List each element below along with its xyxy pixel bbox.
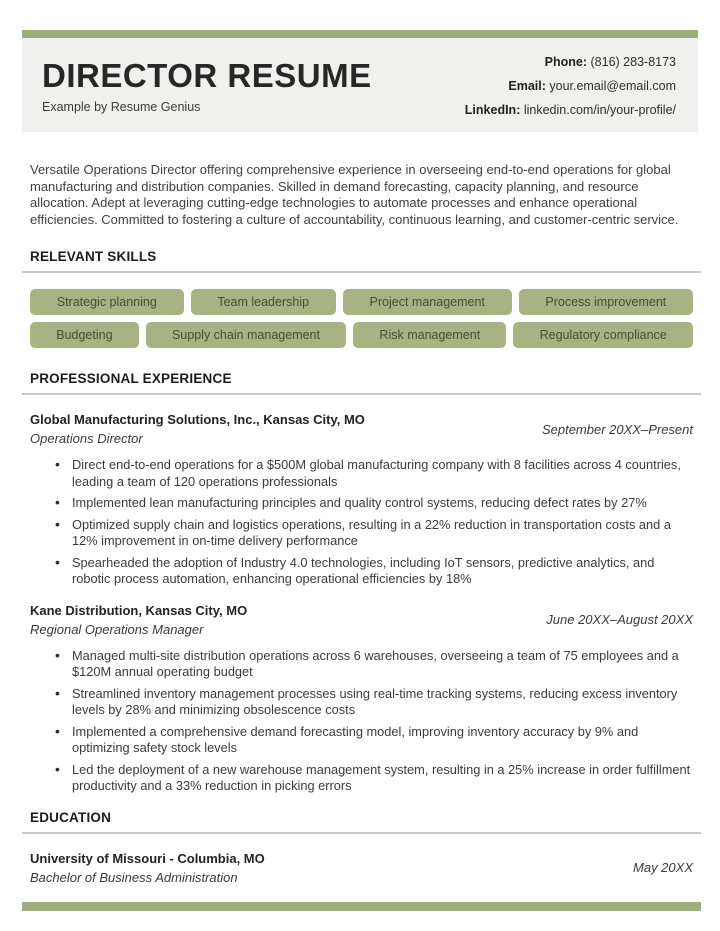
school-name: University of Missouri - Columbia, MO bbox=[30, 850, 265, 866]
job-role: Regional Operations Manager bbox=[30, 621, 204, 637]
section-divider bbox=[22, 393, 701, 395]
job-title-block bbox=[30, 602, 247, 638]
header-subtitle: Example by Resume Genius bbox=[42, 100, 201, 115]
linkedin-value: linkedin.com/in/your-profile/ bbox=[523, 103, 676, 117]
resume-body bbox=[0, 162, 720, 911]
job-bullet: • Direct end-to-end operations for a $500M global manufacturing company with 8 facilities across 4 countries, leading a team of 120 operations professionals bbox=[55, 457, 693, 490]
job-entry-header bbox=[30, 411, 693, 447]
education-title-block bbox=[30, 850, 265, 886]
company-name: Global Manufacturing Solutions, Inc., Kansas City, MO bbox=[30, 412, 365, 427]
contact-info bbox=[465, 50, 676, 122]
top-accent-bar bbox=[22, 30, 698, 38]
skill-pill: Process improvement bbox=[519, 289, 693, 315]
experience-section bbox=[30, 370, 693, 795]
summary-paragraph: Versatile Operations Director offering comprehensive experience in overseeing end-to-end operations for global manufacturing and distribution companies. Skilled in demand forecasting, capacity planning, and resource allocation. Adept at leveraging cutting-edge technologies to automate processes and enhance operational efficiencies. Committed to fostering a culture of accountability, continuous learning, and customer-centric service. bbox=[30, 162, 679, 227]
skill-pill: Strategic planning bbox=[30, 289, 184, 315]
education-entry-header bbox=[30, 850, 693, 886]
job-title-block bbox=[30, 411, 365, 447]
job-bullet: • Implemented a comprehensive demand forecasting model, improving inventory accuracy by 9% and optimizing safety stock levels bbox=[55, 724, 693, 757]
skills-row-2 bbox=[30, 322, 693, 348]
education-dates: May 20XX bbox=[633, 860, 693, 875]
header-title-block bbox=[42, 58, 372, 114]
skill-pill: Regulatory compliance bbox=[513, 322, 693, 348]
job-bullet: • Managed multi-site distribution operations across 6 warehouses, overseeing a team of 75 employees and a $120M annual operating budget bbox=[55, 648, 693, 681]
job-bullet: • Spearheaded the adoption of Industry 4.0 technologies, including IoT sensors, predictive analytics, and robotic process automation, enhancing operational efficiencies by 18% bbox=[55, 555, 693, 588]
job-entry-2 bbox=[30, 602, 693, 795]
section-divider bbox=[22, 832, 701, 834]
job-bullet: • Optimized supply chain and logistics operations, resulting in a 22% reduction in transportation costs and a 12% improvement in on-time delivery performance bbox=[55, 517, 693, 550]
email-value: your.email@email.com bbox=[549, 79, 676, 93]
skills-heading: RELEVANT SKILLS bbox=[30, 249, 157, 264]
company-name: Kane Distribution, Kansas City, MO bbox=[30, 602, 248, 618]
job-role: Operations Director bbox=[30, 431, 143, 446]
job-dates: September 20XX–Present bbox=[541, 421, 693, 437]
contact-email bbox=[465, 74, 676, 98]
contact-phone bbox=[465, 50, 676, 74]
email-label: Email: bbox=[508, 79, 546, 93]
job-bullet: • Implemented lean manufacturing principles and quality control systems, reducing defect rates by 27% bbox=[55, 495, 693, 512]
education-section bbox=[30, 809, 693, 886]
phone-label: Phone: bbox=[544, 55, 588, 69]
bottom-accent-bar bbox=[22, 902, 701, 911]
bottom-margin bbox=[0, 911, 720, 930]
experience-heading: PROFESSIONAL EXPERIENCE bbox=[30, 371, 232, 386]
job-bullet: • Streamlined inventory management processes using real-time tracking systems, reducing excess inventory levels by 28% and minimizing obsolescence costs bbox=[55, 686, 693, 719]
resume-header bbox=[22, 38, 698, 132]
skill-pill: Budgeting bbox=[30, 322, 139, 348]
phone-value: (816) 283-8173 bbox=[590, 55, 676, 69]
job-bullet-list bbox=[30, 457, 693, 588]
skills-section bbox=[30, 248, 693, 348]
degree-name: Bachelor of Business Administration bbox=[30, 869, 238, 885]
contact-linkedin bbox=[465, 98, 676, 122]
job-dates: June 20XX–August 20XX bbox=[546, 612, 693, 627]
job-entry-1 bbox=[30, 411, 693, 588]
skill-pill: Team leadership bbox=[191, 289, 336, 315]
education-heading: EDUCATION bbox=[30, 809, 112, 825]
job-bullet: • Led the deployment of a new warehouse management system, resulting in a 25% increase in order fulfillment productivity and a 33% reduction in picking errors bbox=[55, 762, 693, 795]
education-entry bbox=[30, 850, 693, 886]
skills-row-1 bbox=[30, 289, 693, 315]
job-bullet-list bbox=[30, 648, 693, 795]
skill-pill: Supply chain management bbox=[146, 322, 346, 348]
job-entry-header bbox=[30, 602, 693, 638]
skill-pill: Risk management bbox=[353, 322, 506, 348]
page-title: DIRECTOR RESUME bbox=[42, 56, 372, 94]
skill-pill: Project management bbox=[343, 289, 512, 315]
linkedin-label: LinkedIn: bbox=[464, 103, 521, 117]
section-divider bbox=[22, 271, 701, 273]
skills-pill-grid bbox=[30, 289, 693, 348]
